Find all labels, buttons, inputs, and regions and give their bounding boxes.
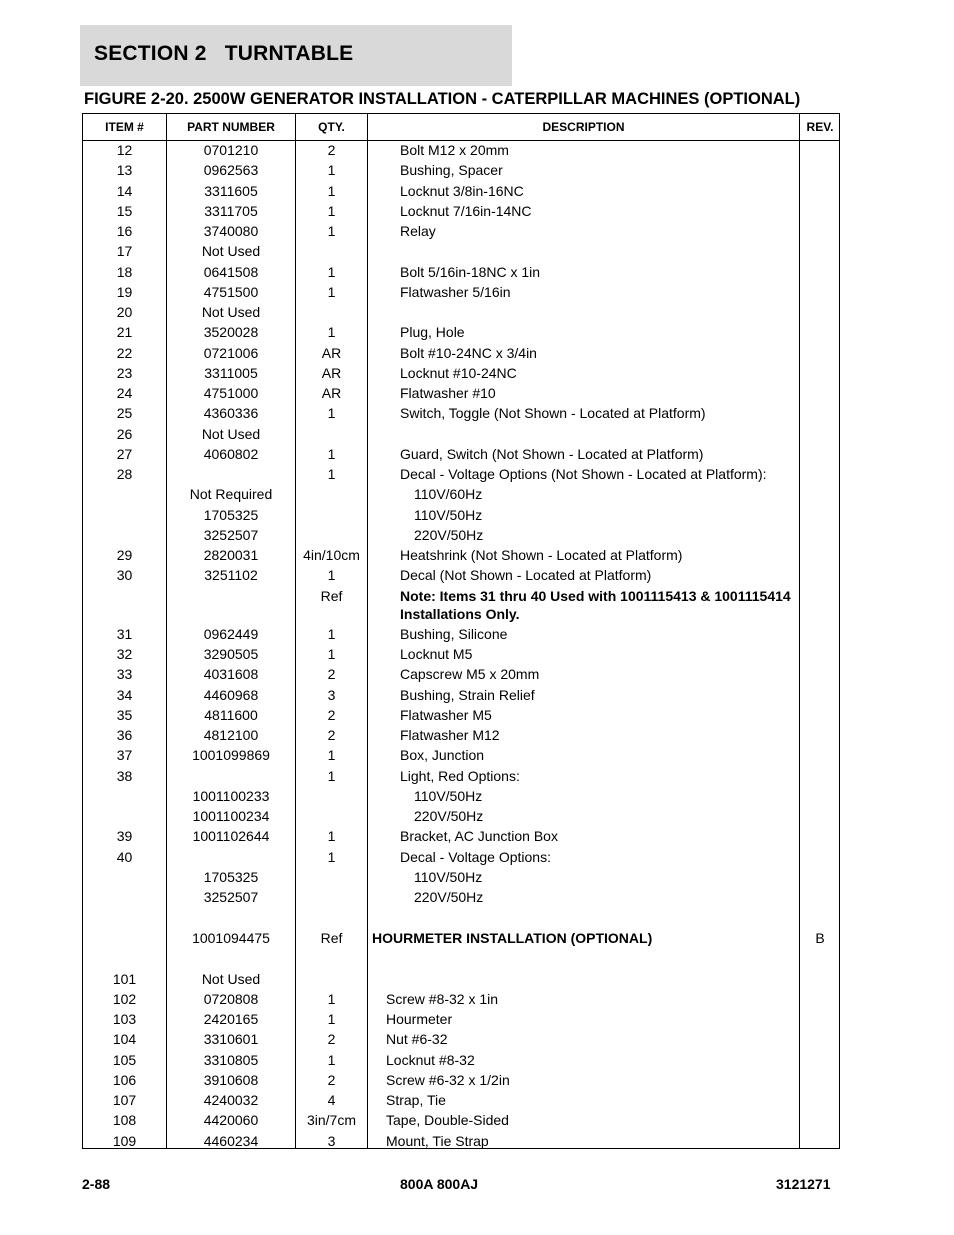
item-cell: 19	[116, 283, 133, 300]
page-number: 2-88	[82, 1176, 111, 1192]
item-cell: 24	[116, 385, 133, 401]
qty-cell: 1	[327, 848, 336, 865]
description-cell: 220V/50Hz	[414, 889, 484, 905]
qty-cell: AR	[321, 344, 342, 361]
part-number-cell: 1705325	[203, 868, 259, 885]
part-number-cell: 4360336	[203, 405, 259, 422]
qty-cell: 2	[327, 706, 336, 723]
item-cell: 35	[116, 706, 133, 723]
item-cell: 33	[116, 666, 133, 683]
item-cell: 12	[116, 142, 133, 158]
qty-cell: 1	[327, 625, 336, 642]
part-number-cell: 3740080	[203, 223, 259, 239]
description-cell: 110V/60Hz	[414, 486, 483, 503]
description-cell: Locknut #10-24NC	[400, 364, 517, 381]
part-number-cell: Not Used	[201, 304, 261, 320]
item-cell: 17	[116, 243, 133, 260]
description-cell: Tape, Double-Sided	[386, 1112, 509, 1129]
qty-cell: Ref	[320, 587, 343, 604]
part-number-cell: 3310805	[203, 1051, 259, 1068]
description-cell: Bushing, Silicone	[400, 625, 508, 642]
item-cell: 13	[116, 162, 133, 179]
part-number-cell: Not Used	[201, 970, 261, 987]
item-cell: 16	[116, 223, 133, 239]
item-cell: 30	[116, 567, 133, 584]
part-number-cell: 1001094475	[192, 930, 270, 947]
part-number-cell: 0701210	[203, 142, 259, 158]
item-cell: 107	[112, 1092, 137, 1108]
part-number-cell: 0641508	[203, 263, 259, 280]
description-cell: Decal - Voltage Options (Not Shown - Located at Platform):	[400, 466, 767, 482]
item-cell: 37	[116, 747, 133, 764]
description-cell: Hourmeter	[386, 1011, 453, 1027]
item-cell: 109	[112, 1132, 137, 1149]
item-cell: 108	[112, 1112, 137, 1129]
description-cell: Relay	[400, 223, 436, 239]
description-cell: Switch, Toggle (Not Shown - Located at Platform)	[400, 405, 706, 422]
description-cell: Locknut 7/16in-14NC	[400, 202, 532, 219]
description-cell: Flatwasher M5	[400, 706, 492, 723]
qty-cell: 1	[327, 466, 336, 482]
qty-cell: 2	[327, 727, 336, 743]
item-cell: 20	[116, 304, 133, 320]
part-number-cell: 3310601	[203, 1031, 259, 1048]
description-cell: Light, Red Options:	[400, 767, 520, 784]
figure-title: FIGURE 2-20. 2500W GENERATOR INSTALLATION - CATERPILLAR MACHINES (OPTIONAL)	[84, 90, 801, 108]
qty-cell: 1	[327, 445, 336, 462]
qty-cell: 3	[327, 686, 336, 703]
part-number-cell: 4811600	[204, 706, 258, 723]
item-cell: 102	[112, 990, 137, 1007]
section-title: SECTION 2 TURNTABLE	[94, 42, 354, 65]
description-cell: Bushing, Strain Relief	[400, 686, 535, 703]
item-cell: 38	[116, 767, 133, 784]
description-cell: Locknut 3/8in-16NC	[400, 182, 524, 199]
qty-cell: 1	[327, 405, 336, 422]
description-cell: Bolt M12 x 20mm	[400, 142, 509, 158]
description-cell: Flatwasher 5/16in	[400, 283, 511, 300]
qty-cell: 1	[327, 283, 336, 300]
description-cell: Flatwasher M12	[400, 727, 500, 743]
qty-cell: 1	[327, 162, 336, 179]
item-cell: 103	[112, 1011, 137, 1027]
description-cell: Screw #6-32 x 1/2in	[386, 1071, 510, 1088]
description-cell: Bolt #10-24NC x 3/4in	[400, 344, 537, 361]
parts-table	[82, 113, 840, 1149]
description-cell: Box, Junction	[400, 747, 485, 764]
item-cell: 22	[116, 344, 133, 361]
part-number-cell: 4460968	[203, 686, 259, 703]
part-number-cell: 4812100	[203, 727, 259, 743]
item-cell: 14	[116, 182, 133, 199]
qty-cell: AR	[321, 385, 342, 401]
part-number-cell: 3311705	[204, 202, 258, 219]
item-cell: 27	[116, 445, 133, 462]
item-cell: 39	[116, 828, 133, 845]
description-cell: Mount, Tie Strap	[386, 1132, 489, 1149]
model-name: 800A 800AJ	[400, 1176, 479, 1192]
qty-cell: 1	[327, 767, 336, 784]
description-cell: Heatshrink (Not Shown - Located at Platform)	[400, 547, 683, 563]
description-cell: Decal - Voltage Options:	[400, 848, 551, 865]
qty-cell: 2	[327, 142, 336, 158]
item-cell: 105	[112, 1051, 137, 1068]
part-number-cell: 0962449	[203, 625, 259, 642]
part-number-cell: 4420060	[203, 1112, 259, 1129]
part-number-cell: 3252507	[203, 889, 259, 905]
description-cell: 110V/50Hz	[414, 787, 483, 804]
qty-cell: 1	[327, 990, 336, 1007]
qty-cell: 1	[327, 1011, 336, 1027]
part-number-cell: 4240032	[203, 1092, 259, 1108]
description-cell: Plug, Hole	[400, 324, 465, 341]
item-cell: 34	[116, 686, 133, 703]
description-cell: Guard, Switch (Not Shown - Located at Platform)	[400, 445, 704, 462]
column-header-description: DESCRIPTION	[542, 120, 625, 134]
part-number-cell: 4751500	[203, 283, 259, 300]
column-header-item: ITEM #	[105, 120, 144, 134]
description-cell: HOURMETER INSTALLATION (OPTIONAL)	[372, 930, 653, 947]
part-number-cell: 1001099869	[192, 747, 270, 764]
description-cell: Decal (Not Shown - Located at Platform)	[400, 567, 652, 584]
part-number-cell: 0721006	[203, 344, 259, 361]
item-cell: 26	[116, 425, 133, 442]
item-cell: 23	[116, 364, 133, 381]
part-number-cell: 3311605	[204, 182, 258, 199]
item-cell: 21	[116, 324, 133, 341]
description-cell: Screw #8-32 x 1in	[386, 990, 499, 1007]
qty-cell: 1	[327, 646, 336, 662]
item-cell: 104	[112, 1031, 137, 1048]
description-cell: Note: Items 31 thru 40 Used with 1001115413 & 1001115414	[400, 587, 791, 604]
part-number-cell: 4460234	[203, 1132, 259, 1149]
part-number-cell: 0962563	[203, 162, 259, 179]
description-cell: Locknut #8-32	[386, 1051, 475, 1068]
qty-cell: Ref	[320, 930, 343, 947]
item-cell: 28	[116, 466, 133, 482]
part-number-cell: 3520028	[203, 324, 259, 341]
qty-cell: 1	[327, 567, 336, 584]
part-number-cell: Not Required	[189, 486, 273, 503]
description-cell: Nut #6-32	[386, 1031, 448, 1048]
qty-cell: 2	[327, 1031, 336, 1048]
column-header-qty: QTY.	[318, 120, 345, 134]
part-number-cell: 1001100234	[192, 808, 270, 824]
item-cell: 106	[112, 1071, 137, 1088]
item-cell: 29	[116, 547, 133, 563]
part-number-cell: 0720808	[203, 990, 259, 1007]
part-number-cell: 3251102	[204, 567, 258, 584]
qty-cell: 4in/10cm	[303, 547, 360, 563]
description-cell: 220V/50Hz	[414, 526, 484, 543]
section-header-bar	[80, 25, 512, 86]
description-cell: Bracket, AC Junction Box	[400, 828, 558, 845]
item-cell: 15	[116, 202, 133, 219]
item-cell: 31	[116, 625, 133, 642]
qty-cell: 2	[327, 1071, 336, 1088]
qty-cell: 1	[327, 1051, 336, 1068]
qty-cell: 3	[327, 1132, 336, 1149]
description-cell: Bushing, Spacer	[400, 162, 503, 179]
part-number-cell: 3252507	[203, 526, 259, 543]
rev-cell: B	[815, 930, 825, 947]
item-cell: 101	[112, 970, 137, 987]
description-cell: Strap, Tie	[386, 1092, 446, 1108]
part-number-cell: 3910608	[203, 1071, 259, 1088]
column-header-part-number: PART NUMBER	[187, 120, 275, 134]
item-cell: 18	[116, 263, 133, 280]
part-number-cell: 4751000	[203, 385, 259, 401]
part-number-cell: 4060802	[203, 445, 259, 462]
description-cell-continued: Installations Only.	[400, 605, 520, 622]
part-number-cell: 3311005	[204, 364, 258, 381]
description-cell: Locknut M5	[400, 646, 473, 662]
part-number-cell: Not Used	[201, 243, 261, 260]
item-cell: 32	[116, 646, 133, 662]
qty-cell: 2	[327, 666, 336, 683]
description-cell: 110V/50Hz	[414, 868, 483, 885]
description-cell: Flatwasher #10	[400, 385, 496, 401]
qty-cell: 4	[327, 1092, 336, 1108]
description-cell: 110V/50Hz	[414, 506, 483, 523]
item-cell: 40	[116, 848, 133, 865]
part-number-cell: 2820031	[203, 547, 259, 563]
qty-cell: 3in/7cm	[306, 1112, 357, 1129]
part-number-cell: 1001102644	[192, 828, 270, 845]
qty-cell: 1	[327, 223, 336, 239]
qty-cell: AR	[321, 364, 342, 381]
qty-cell: 1	[327, 828, 336, 845]
qty-cell: 1	[327, 324, 336, 341]
header-divider	[83, 140, 839, 141]
qty-cell: 1	[327, 182, 336, 199]
column-divider	[367, 114, 368, 1148]
part-number-cell: 1001100233	[192, 787, 270, 804]
part-number-cell: 1705325	[203, 506, 259, 523]
column-header-rev: REV.	[806, 120, 834, 134]
description-cell: Capscrew M5 x 20mm	[400, 666, 540, 683]
qty-cell: 1	[327, 747, 336, 764]
description-cell: Bolt 5/16in-18NC x 1in	[400, 263, 541, 280]
item-cell: 25	[116, 405, 133, 422]
qty-cell: 1	[327, 263, 336, 280]
item-cell: 36	[116, 727, 133, 743]
description-cell: 220V/50Hz	[414, 808, 484, 824]
part-number-cell: 3290505	[203, 646, 259, 662]
part-number-cell: 2420165	[203, 1011, 259, 1027]
qty-cell: 1	[327, 202, 336, 219]
part-number-cell: Not Used	[201, 425, 261, 442]
part-number-cell: 4031608	[203, 666, 259, 683]
document-number: 3121271	[776, 1176, 831, 1192]
